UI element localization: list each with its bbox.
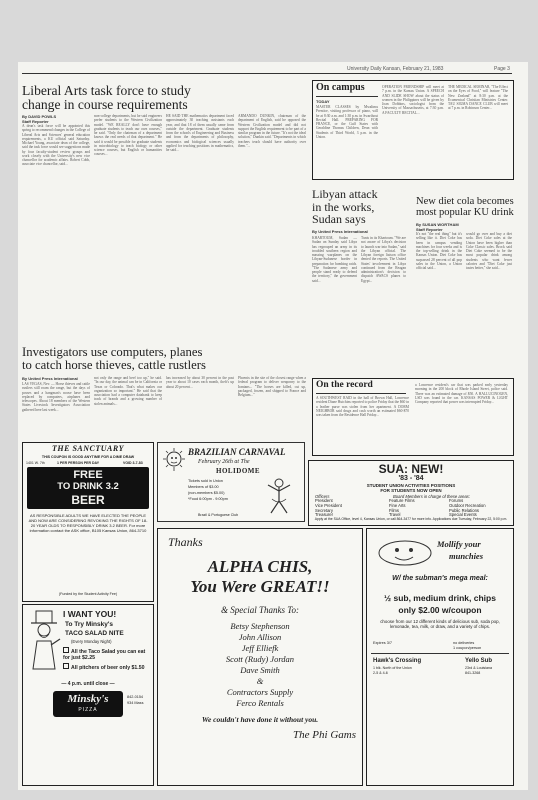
- on-campus-rule: [316, 96, 378, 97]
- headline-liberal-line1: Liberal Arts task force to study: [22, 83, 191, 98]
- column-liberal-2: non-college departments, but he said engineers prefer students to the Western Civilization model. "WE REALLY don't have enough graduate students to teach our own courses," he said. "Only the chairman of a department knows the real needs of that department." He said it would be possible for graduate students in microbiology to teach biology or other science courses, but English or humanities courses...: [94, 114, 162, 157]
- thanks-line-2: You Were GREAT!!: [190, 577, 330, 596]
- on-campus-title: On campus: [316, 82, 365, 93]
- on-the-record-box: [312, 378, 514, 456]
- minskys-item-1-text: All the Taco Salad you can eat for just $2.25: [63, 649, 146, 661]
- minskys-phone: 842-0154: [127, 695, 144, 699]
- on-the-record-rule: [316, 393, 406, 394]
- sua-apply: Apply at the SUA Office, level 4, Kansas Union, or call 864-3477 for more info. Applications due Tuesday, February 22, 5:00 p.m.: [314, 517, 508, 521]
- sanctuary-title: THE SANCTUARY: [52, 444, 124, 453]
- minskys-item-2: [63, 663, 151, 671]
- dancer-illustration: [262, 477, 296, 515]
- on-campus-column-2: OPERATION FRIENDSHIP will meet at 7 p.m. in the Kansas Union. A SPEECH AND SLIDE SHOW about the status of women in the Philippines will be given by Joan Dobbins, sociologist from the University of Massachusetts, at 7:30 p.m. A FACULTY RECITAL...: [382, 85, 444, 115]
- minskys-title-3: TACO SALAD NITE: [65, 630, 124, 637]
- checkbox-icon: [63, 647, 69, 653]
- subman-one-coupon: 1 coupon/person: [453, 646, 482, 650]
- sua-area-item: Special Events: [449, 512, 477, 518]
- subman-store-1-phone: 2-5 & 4-6: [373, 671, 388, 675]
- sun-mask-icon: [162, 447, 186, 475]
- subman-script-1: Mollify your: [437, 539, 481, 549]
- headline-libyan: [312, 188, 408, 226]
- sua-area-item: Outdoor Recreation: [449, 502, 486, 508]
- thanks-closing: We couldn't have done it without you.: [201, 715, 319, 724]
- subman-ad: [366, 528, 514, 786]
- column-libyan-2: Tunis in its Khartoum. "We are not aware of Libya's decision to launch war into Sudan," said the Libyan official. The Libyan foreign liaison office denied the reports. The United States' involvement in Libya continued from the Reagan administration's decision to dispatch AWACS planes to Egypt...: [361, 236, 406, 283]
- carnaval-ticket-4: *Food 6:00pm - 9:00pm: [188, 497, 228, 501]
- phi-gams-thanks-ad: [157, 528, 363, 786]
- byline-diet: By SUSAN WORTHAM Staff Reporter: [416, 222, 459, 232]
- byline-investigators: By United Press International: [22, 376, 78, 381]
- carnaval-ticket-3: (non-members $5.00): [188, 491, 225, 495]
- subman-rule: [371, 653, 509, 654]
- column-liberal-3: HE SAID THE mathematics department faced approximately 30 teaching assistants each year, and that 18 of them usually came from outside the department. Graduate students from the schools of Engineering and Business and from the departments of philosophy, economics and biological sciences usually applied for teaching positions in mathematics, he said...: [166, 114, 234, 152]
- thanks-word: Thanks: [168, 535, 203, 549]
- sua-area-item: Public Relations: [449, 507, 480, 513]
- column-investigators-1: LAS VEGAS, Nev. — Horse thieves and cattle rustlers still roam the range, but the days of posses and a hangman's noose have been replaced by computers, airplanes and telescopes. About 18 members of the Western States Livestock Investigators Association gathered here last week...: [22, 382, 90, 412]
- subman-choose: choose from our 12 different kinds of delicious sub, soda pop, lemonade, tea, milk, or draw, and a variety of chips.: [380, 619, 500, 629]
- thanks-line-1: ALPHA CHIS,: [207, 557, 313, 576]
- subman-delivery: no deliveries: [453, 641, 475, 645]
- on-campus-box: [312, 80, 514, 180]
- column-investigators-2: not only the range and beef too up," he said. "In our day, the animal can be in California or Texas or Colorado. That's what makes our organization so important." He said that the association had a computer databank to keep track of brands and a growing number of stolen animals...: [94, 376, 162, 406]
- special-thanks: & Special Thanks To:: [221, 605, 299, 615]
- masthead-rule: [22, 73, 512, 74]
- thanks-name: Jeff Elliefk: [241, 643, 279, 653]
- headline-investigators-line2: to catch horse thieves, cattle rustlers: [22, 358, 206, 373]
- minskys-logo-text: Minsky's: [67, 693, 109, 705]
- headline-diet-cola: [416, 196, 516, 218]
- sua-area-item: Films: [389, 507, 400, 513]
- on-the-record-column-1: A SOUTHWEST RAID in the hall of Brown Hall, Lawrence resident Diane Hutchins reported to police Friday that the $60 in a leather purse was stolen from her apartment. A DORM NEIGHBOR said drugs and cash worth an estimated $60-$70 was taken from the Residence Hall Friday...: [316, 396, 409, 417]
- sanctuary-funded: (Funded by the Student Activity Fee): [58, 592, 118, 596]
- minskys-logo-sub: PIZZA: [78, 707, 98, 713]
- subman-offer-1: ½ sub, medium drink, chips: [384, 593, 496, 603]
- minskys-ad: [22, 604, 154, 786]
- minskys-every: (Every Monday Night): [71, 639, 112, 644]
- on-campus-column-3: THE MEDICAL SEMINAR, "The Effect on the Eyes of Food," will feature "The New Zealand" at 8:30 p.m. at the Ecumenical Christian Ministries Center. TAU SIGMA DANCE CLUB will meet at 7 p.m. in Robinson Center...: [448, 85, 508, 111]
- sua-area-item: Forums: [449, 498, 464, 503]
- column-libyan-1: KHARTOUM, Sudan — Sudan on Sunday said Libya has regrouped an army in its troubled southern region and massing warplanes on the Libyan-Sudanese border in preparation for bombing raids. "The Sudanese army and people stand ready to defend the territory," the government said...: [312, 236, 357, 283]
- sua-officer-item: Vice President: [315, 502, 342, 508]
- sanctuary-one-per: 1 PER PERSON PER DAY: [57, 461, 100, 465]
- subman-offer-2: only $2.00 w/coupon: [398, 605, 482, 615]
- byline-liberal: By DAVID POWLS Staff Reporter: [22, 114, 57, 124]
- headline-libyan-line1: Libyan attack: [312, 187, 378, 201]
- thanks-signature: The Phi Gams: [293, 729, 356, 741]
- on-the-record-column-2: a Lawrence resident's car that was parked early yesterday morning in the 200 block of Rhode Island Street, police said. There was an estimated damage of $50. A HALLUCINOGEN, LSD was found in the car. KANSAS POWER & LIGHT Company reported that power was interrupted Friday...: [415, 383, 508, 404]
- sua-ad: [308, 460, 514, 526]
- sua-area-list-b: [449, 499, 486, 518]
- sua-officer-item: President: [315, 498, 333, 503]
- subman-store-1-addr: 1 blk. North of the Union: [373, 666, 412, 670]
- minskys-address: 934 Mass: [127, 701, 144, 705]
- sua-area-item: Fine Arts: [389, 502, 406, 508]
- thanks-name: Scott (Rudy) Jordan: [225, 654, 295, 664]
- minskys-item-2-text: All pitchers of beer only $1.50: [71, 665, 145, 671]
- sua-officer-item: Secretary: [315, 507, 333, 513]
- sua-subtitle-2: FOR STUDENTS NOW OPEN: [380, 488, 442, 493]
- sua-officer-list: [315, 499, 342, 518]
- column-liberal-1: A dean's task force will be appointed this spring to recommend changes in the College of Liberal Arts and Sciences' general education requirements, a KU official said Saturday. Michael Young, associate dean of the college, said the task force would see suggestions made by four faculty-student review groups and work closely with the University's new vice chancellor for academic affairs. Robert Cobb, associate vice chancellor, said...: [22, 124, 90, 167]
- headline-libyan-line2: in the works,: [312, 199, 375, 214]
- free-beer-line3: BEER: [71, 493, 105, 507]
- headline-investigators: [22, 346, 312, 373]
- sanctuary-body: AS RESPONSIBLE ADULTS WE HAVE ELECTED THE PEOPLE AND NOW ARE CONSIDERING REVOKING THE RIGHTS OF 18-20 YEAR OLDS TO RESPONSIBLY DRINK 3.2 BEER. For more information contact the ASK office, B105 Kansas Union, 864-3710: [28, 513, 148, 533]
- sua-officer-item: Treasurer: [315, 512, 333, 518]
- carnaval-sponsor: Brazil & Portuguese Club: [198, 513, 239, 517]
- carnaval-ticket-1: Tickets sold in Union: [188, 479, 223, 483]
- thanks-name: Contractors Supply: [226, 687, 294, 697]
- on-campus-column-1: MASTER CLASSES by Mwalimu Prentice, visiting professor of piano, will be at 8:30 a.m. and 1:30 p.m. in Swarthout Recital Hall. PREPARING FOR FRANCE, or the Gulf States with Geraldine Thomas Children, Dean with Students of Third World, 3 p.m. in the Union.: [316, 105, 378, 139]
- byline-libyan: By United Press International: [312, 229, 368, 234]
- subman-store-2-addr: 23rd & Louisiana: [465, 666, 492, 670]
- subman-expires: Expires 3/7: [373, 641, 392, 645]
- thanks-name: Ferco Rentals: [236, 698, 284, 708]
- free-beer-line2: TO DRINK 3.2: [57, 481, 119, 492]
- minskys-logo: [53, 691, 123, 717]
- sua-year: '83 - '84: [398, 475, 424, 482]
- headline-diet-line2: most popular KU drink: [416, 207, 514, 219]
- headline-diet-line1: New diet cola becomes: [416, 196, 514, 207]
- carnaval-title: BRAZILIAN CARNAVAL: [188, 447, 286, 457]
- sanctuary-coupon: THIS COUPON IS GOOD ANYTIME FOR A DIME DRAW: [41, 455, 135, 459]
- carnaval-ticket-2: Members of $3.00: [188, 485, 219, 489]
- sanctuary-ad: [22, 442, 154, 602]
- on-campus-today: TODAY: [316, 99, 330, 104]
- smiling-sub-illustration: [375, 535, 435, 569]
- subman-store-1: Hawk's Crossing: [373, 658, 422, 664]
- sanctuary-address: 1401 W. 7th: [26, 461, 45, 465]
- column-diet-2: would go over and buy a diet soda. Diet Coke sales at the Union have been higher than Coke Classic sales. Brock said Diet Coke seemed to be the most popular drink among students who want fewer calories and "Diet Coke just tastes better," she said...: [466, 232, 512, 270]
- headline-libyan-line3: Sudan says: [312, 212, 366, 227]
- carnaval-date: February 26th at The: [198, 459, 250, 465]
- checkbox-icon: [63, 663, 69, 669]
- sua-board-label: Board Members in charge of these areas:: [393, 494, 471, 499]
- free-beer-banner: [27, 467, 149, 509]
- minskys-time: — 4 p.m. until close —: [61, 681, 115, 687]
- headline-liberal-line2: change in course requirements: [22, 97, 188, 113]
- sua-area-list-a: [389, 499, 415, 518]
- sua-area-item: Feature Films: [389, 498, 415, 503]
- uncle-sam-illustration: [27, 609, 61, 671]
- column-liberal-4: ARMANDO DUNKIN, chairman of the department of English, said he opposed the Western Civilization model and did not support the English requirement to be part of a similar program in the future. "It's not the ideal solution," Dunkin said. "Departments in which teachers teach should have authority over them."...: [238, 114, 306, 148]
- brazilian-carnaval-ad: [157, 442, 305, 522]
- sua-title: SUA: NEW!: [378, 462, 444, 476]
- headline-liberal-arts: [22, 84, 312, 113]
- thanks-name: John Allison: [238, 632, 282, 642]
- thanks-name: &: [256, 676, 264, 686]
- thanks-name: Betsy Stephenson: [230, 621, 290, 631]
- subman-script-2: munchies: [449, 551, 484, 561]
- column-diet-1: It's not "the real thing" but it's selling like it. Diet Coke has been in campus vending machines for four weeks and is the top-selling drink in the Kansas Union. Diet Coke has surpassed 28 percent of all pop sales in the Union, a Union official said...: [416, 232, 462, 270]
- subman-store-2-phone: 841-3268: [465, 671, 481, 675]
- column-investigators-3: has increased by about 30 percent in the past year to about 10 cases each month, theft's up about 20 percent...: [166, 376, 234, 389]
- sua-subtitle: STUDENT UNION ACTIVITIES POSITIONS: [366, 483, 456, 488]
- subman-headline: W/ the subman's mega meal:: [392, 575, 488, 582]
- headline-investigators-line1: Investigators use computers, planes: [22, 345, 203, 359]
- free-beer-line1: FREE: [73, 469, 103, 481]
- masthead-page: Page 3: [494, 66, 510, 72]
- sua-area-item: Travel: [389, 512, 401, 518]
- subman-store-2: Yello Sub: [465, 658, 493, 664]
- minskys-title-2: To Try Minsky's: [65, 621, 114, 628]
- on-the-record-title: On the record: [316, 380, 373, 390]
- carnaval-venue: HOLIDOME: [216, 467, 261, 475]
- masthead-paper: University Daily Kansan, February 21, 1983: [347, 66, 444, 72]
- minskys-title-1: I WANT YOU!: [63, 609, 117, 619]
- sanctuary-void: VOID 3-7-83: [123, 461, 143, 465]
- thanks-name-list: [158, 621, 362, 709]
- minskys-item-1: [63, 647, 151, 661]
- thanks-name: Dave Smith: [240, 665, 280, 675]
- sua-officers-label: Officers: [315, 494, 330, 499]
- column-investigators-4: Phoenix in the site of the closest range when a federal program to deliver weaponry to the Iranians... "The horses are killed, cut up, packaged, frozen, and shipped to France and Belgium...": [238, 376, 306, 397]
